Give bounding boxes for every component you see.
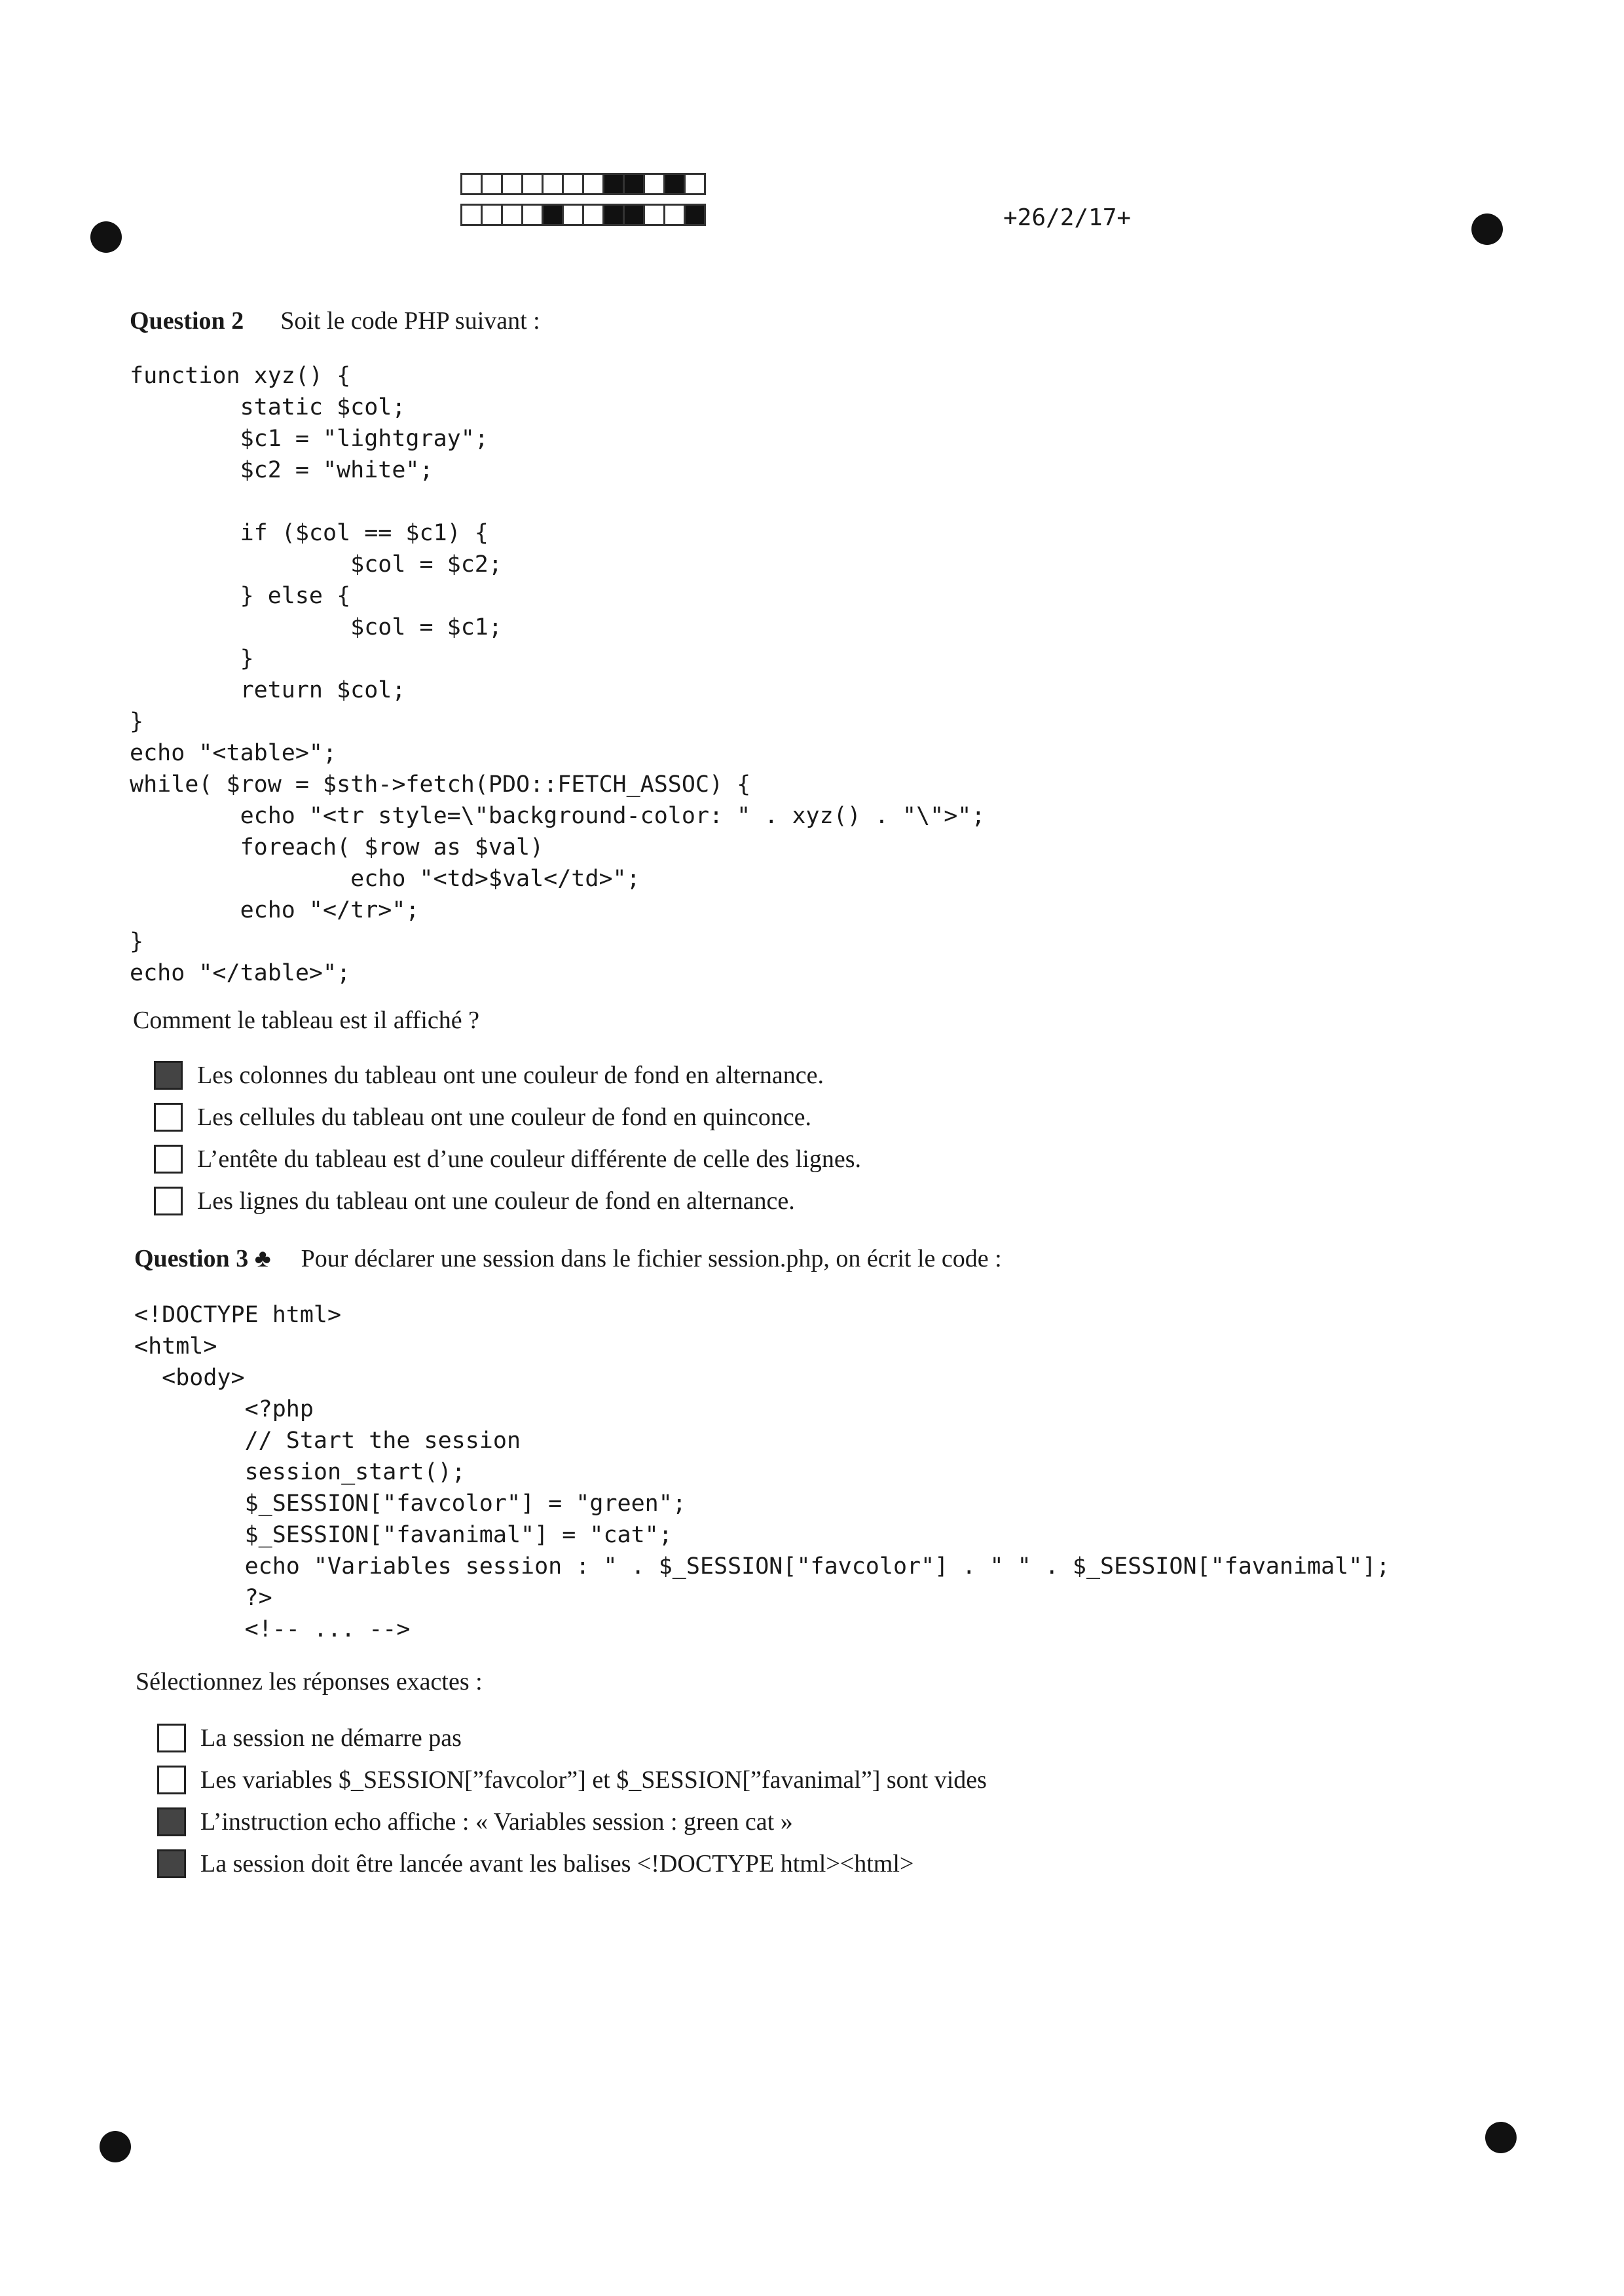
barcode-cell	[501, 173, 523, 195]
answer-option	[154, 1096, 861, 1138]
page-id: +26/2/17+	[1003, 204, 1132, 231]
question-2-label: Question 2	[130, 307, 244, 335]
empty-checkbox[interactable]	[157, 1766, 186, 1794]
answer-option	[157, 1717, 987, 1759]
answer-text: L’entête du tableau est d’une couleur différente de celle des lignes.	[197, 1145, 861, 1173]
barcode-cell	[602, 173, 625, 195]
question-3-prompt: Sélectionnez les réponses exactes :	[136, 1668, 483, 1695]
question-3-title	[134, 1244, 1002, 1273]
answer-text: Les colonnes du tableau ont une couleur de fond en alternance.	[197, 1062, 824, 1089]
registration-mark-top-right	[1471, 213, 1503, 245]
empty-checkbox[interactable]	[154, 1103, 183, 1132]
barcode-cell	[481, 204, 503, 226]
barcode-cell	[663, 204, 686, 226]
barcode-cell	[582, 173, 604, 195]
question-2-text: Soit le code PHP suivant :	[280, 307, 540, 335]
empty-checkbox[interactable]	[154, 1187, 183, 1215]
barcode-cell	[521, 204, 544, 226]
barcode-cell	[582, 204, 604, 226]
answer-text: La session ne démarre pas	[200, 1724, 462, 1752]
barcode-cell	[501, 204, 523, 226]
question-3-code: <!DOCTYPE html> <html> <body> <?php // Start the session session_start(); $_SESSION["favcolor"] = "green"; $_SESSION["favanimal"] = "cat"; echo "Variables session : " . $_SESSION["favcolor"] . " " . $_SESSION["favanimal"]; ?> <!-- ... -->	[134, 1302, 1390, 1642]
empty-checkbox[interactable]	[157, 1724, 186, 1752]
barcode-cell	[684, 204, 706, 226]
barcode-cell	[623, 204, 645, 226]
barcode-cell	[460, 204, 483, 226]
answer-text: La session doit être lancée avant les balises <!DOCTYPE html><html>	[200, 1850, 914, 1878]
barcode-cell	[562, 173, 584, 195]
question-2-title	[130, 306, 540, 335]
answer-option	[154, 1138, 861, 1180]
barcode-row-1	[460, 173, 704, 195]
answer-option	[157, 1801, 987, 1843]
checked-checkbox[interactable]	[157, 1807, 186, 1836]
answer-text: Les variables $_SESSION[”favcolor”] et $_SESSION[”favanimal”] sont vides	[200, 1766, 987, 1794]
barcode-cell	[521, 173, 544, 195]
registration-mark-bottom-right	[1485, 2122, 1517, 2153]
barcode-cell	[623, 173, 645, 195]
barcode-cell	[643, 204, 665, 226]
question-3-answers	[157, 1717, 987, 1885]
question-3-label: Question 3 ♣	[134, 1245, 271, 1272]
answer-text: Les cellules du tableau ont une couleur de fond en quinconce.	[197, 1103, 812, 1131]
answer-option	[154, 1180, 861, 1222]
barcode-cell	[481, 173, 503, 195]
answer-option	[157, 1759, 987, 1801]
question-3-text: Pour déclarer une session dans le fichier session.php, on écrit le code :	[301, 1245, 1002, 1272]
registration-mark-top-left	[90, 221, 122, 253]
question-2-code: function xyz() { static $col; $c1 = "lightgray"; $c2 = "white"; if ($col == $c1) { $col = $c2; } else { $col = $c1; } return $col; } echo "<table>"; while( $row = $sth->fetch(PDO::FETCH_ASSOC) { echo "<tr style=\"background-color: " . xyz() . "\">"; foreach( $row as $val) echo "<td>$val</td>"; echo "</tr>"; } echo "</table>";	[130, 363, 986, 986]
barcode-cell	[542, 204, 564, 226]
answer-option	[157, 1843, 987, 1885]
checked-checkbox[interactable]	[154, 1061, 183, 1090]
empty-checkbox[interactable]	[154, 1145, 183, 1174]
barcode-cell	[460, 173, 483, 195]
barcode-row-2	[460, 204, 704, 226]
answer-option	[154, 1054, 861, 1096]
answer-text: L’instruction echo affiche : « Variables session : green cat »	[200, 1808, 793, 1836]
barcode-cell	[562, 204, 584, 226]
question-2-prompt: Comment le tableau est il affiché ?	[133, 1007, 479, 1034]
answer-text: Les lignes du tableau ont une couleur de fond en alternance.	[197, 1187, 795, 1215]
barcode-cell	[643, 173, 665, 195]
barcode-cell	[602, 204, 625, 226]
barcode-cell	[663, 173, 686, 195]
barcode-cell	[684, 173, 706, 195]
registration-mark-bottom-left	[100, 2131, 131, 2162]
checked-checkbox[interactable]	[157, 1849, 186, 1878]
barcode-cell	[542, 173, 564, 195]
question-2-answers	[154, 1054, 861, 1222]
